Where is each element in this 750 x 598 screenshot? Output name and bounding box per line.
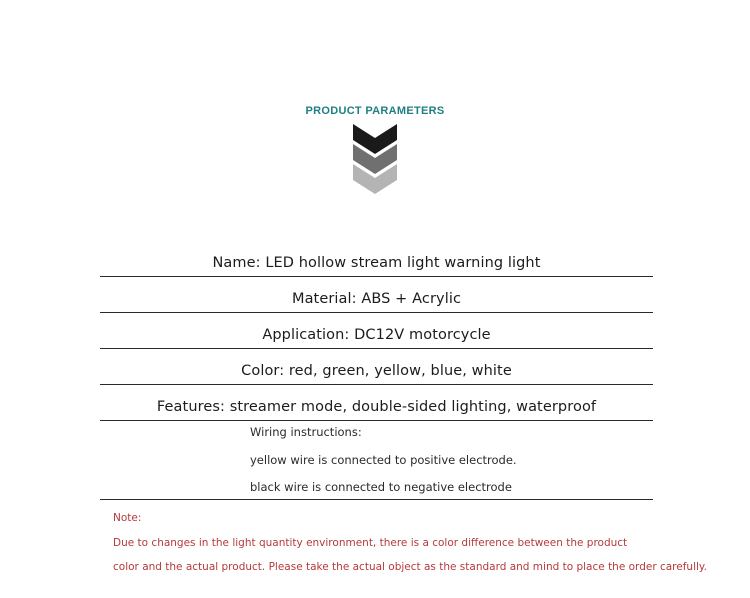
note-line-1: Due to changes in the light quantity environment, there is a color difference between the product — [113, 537, 628, 549]
wiring-line-yellow: yellow wire is connected to positive electrode. — [250, 453, 517, 467]
param-color: Color: red, green, yellow, blue, white — [100, 349, 653, 385]
wiring-heading: Wiring instructions: — [250, 425, 362, 439]
section-title: PRODUCT PARAMETERS — [305, 105, 445, 117]
parameter-table — [100, 240, 653, 500]
param-material: Material: ABS + Acrylic — [100, 277, 653, 313]
chevron-down-icon — [353, 124, 397, 196]
param-application: Application: DC12V motorcycle — [100, 313, 653, 349]
wiring-instructions — [100, 421, 653, 500]
param-features: Features: streamer mode, double-sided lighting, waterproof — [100, 385, 653, 421]
wiring-line-black: black wire is connected to negative electrode — [250, 480, 512, 494]
note-label: Note: — [113, 512, 142, 524]
note-line-2: color and the actual product. Please take the actual object as the standard and mind to place the order carefully. — [113, 561, 707, 573]
param-name: Name: LED hollow stream light warning light — [100, 240, 653, 277]
